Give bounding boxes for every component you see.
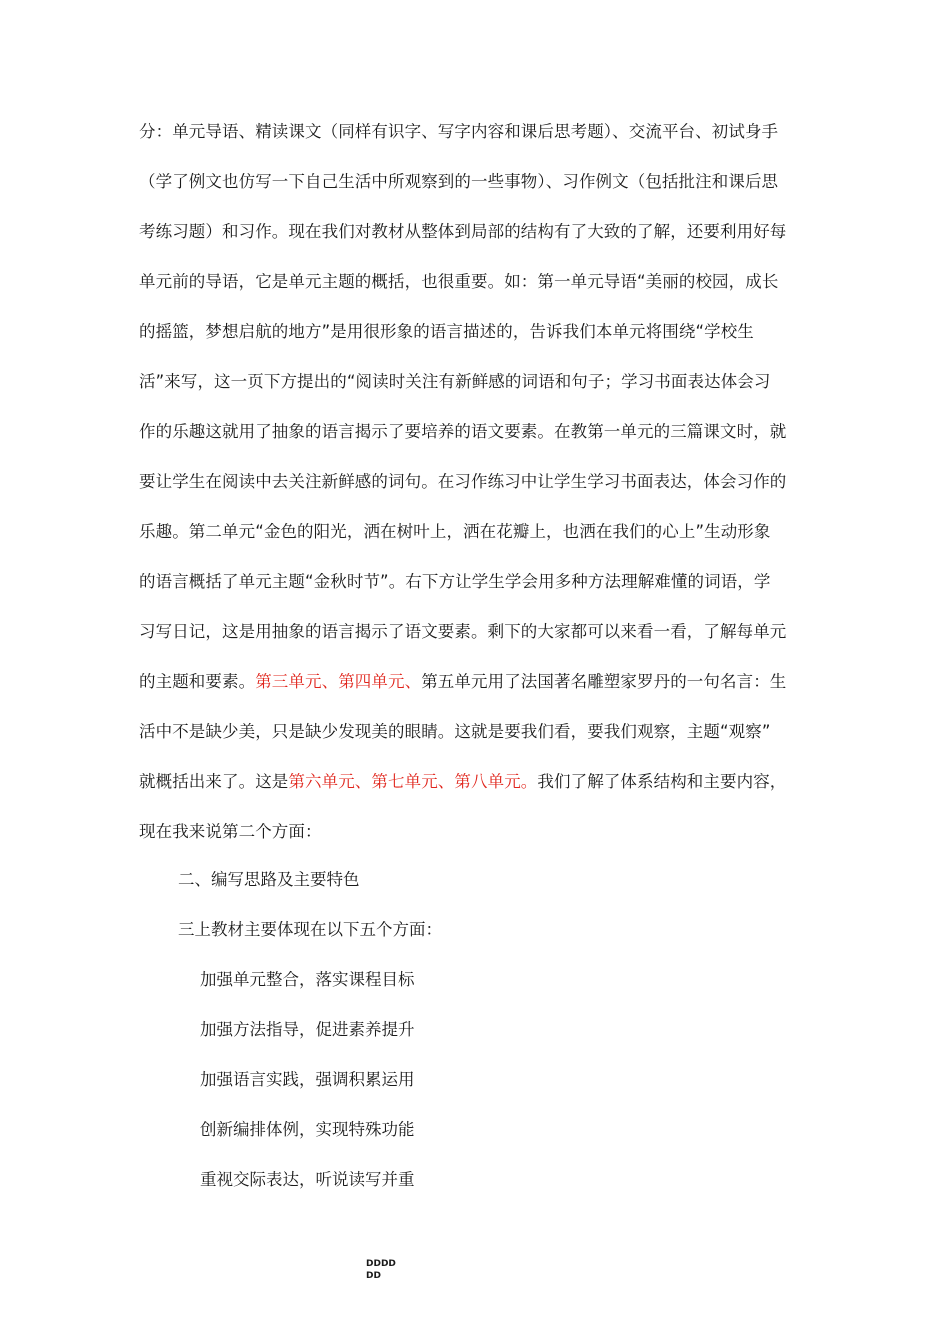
paragraph-line	[139, 664, 819, 714]
page-footer	[366, 1258, 396, 1282]
line-text: 就概括出来了。这是	[139, 772, 289, 791]
paragraph-line: 的语言概括了单元主题“金秋时节”。右下方让学生学会用多种方法理解难懂的词语，学	[139, 572, 771, 591]
paragraph-line	[139, 764, 819, 814]
paragraph-line: 作的乐趣这就用了抽象的语言揭示了要培养的语文要素。在教第一单元的三篇课文时，就	[139, 422, 787, 441]
footer-line: DDDD	[366, 1259, 396, 1269]
line-text: 的主题和要素。	[139, 672, 256, 691]
paragraph-line: 活”来写，这一页下方提出的“阅读时关注有新鲜感的词语和句子；学习书面表达体会习	[139, 372, 771, 391]
highlighted-units-text: 第三单元、第四单元、	[255, 672, 422, 691]
paragraph-line: 的摇篮，梦想启航的地方”是用很形象的语言描述的，告诉我们本单元将围绕“学校生	[139, 322, 754, 341]
line-text: 我们了解了体系结构和主要内容，	[537, 772, 787, 791]
section-intro: 三上教材主要体现在以下五个方面：	[178, 920, 442, 939]
body-paragraph	[139, 114, 819, 864]
paragraph-line: （学了例文也仿写一下自己生活中所观察到的一些事物）、习作例文（包括批注和课后思	[139, 172, 779, 191]
paragraph-line: 要让学生在阅读中去关注新鲜感的词句。在习作练习中让学生学习书面表达，体会习作的	[139, 472, 787, 491]
paragraph-line: 乐趣。第二单元“金色的阳光，洒在树叶上，洒在花瓣上，也洒在我们的心上”生动形象	[139, 522, 771, 541]
paragraph-line: 现在我来说第二个方面：	[139, 822, 322, 841]
paragraph-line: 考练习题）和习作。现在我们对教材从整体到局部的结构有了大致的了解，还要利用好每	[139, 222, 787, 241]
list-item: 加强方法指导，促进素养提升	[200, 1020, 415, 1039]
paragraph-line: 活中不是缺少美，只是缺少发现美的眼睛。这就是要我们看，要我们观察，主题“观察”	[139, 722, 771, 741]
section-heading: 二、编写思路及主要特色	[178, 870, 360, 889]
list-item: 加强语言实践，强调积累运用	[200, 1070, 415, 1089]
footer-line: DD	[366, 1271, 381, 1281]
paragraph-line: 习写日记，这是用抽象的语言揭示了语文要素。剩下的大家都可以来看一看，了解每单元	[139, 622, 787, 641]
paragraph-line: 分：单元导语、精读课文（同样有识字、写字内容和课后思考题）、交流平台、初试身手	[139, 122, 779, 141]
list-item: 加强单元整合，落实课程目标	[200, 970, 415, 989]
line-text: 第五单元用了法国著名雕塑家罗丹的一句名言：生	[421, 672, 787, 691]
list-item: 创新编排体例，实现特殊功能	[200, 1120, 415, 1139]
highlighted-units-text: 第六单元、第七单元、第八单元。	[288, 772, 538, 791]
list-item: 重视交际表达，听说读写并重	[200, 1170, 415, 1189]
paragraph-line: 单元前的导语，它是单元主题的概括，也很重要。如：第一单元导语“美丽的校园，成长	[139, 272, 779, 291]
